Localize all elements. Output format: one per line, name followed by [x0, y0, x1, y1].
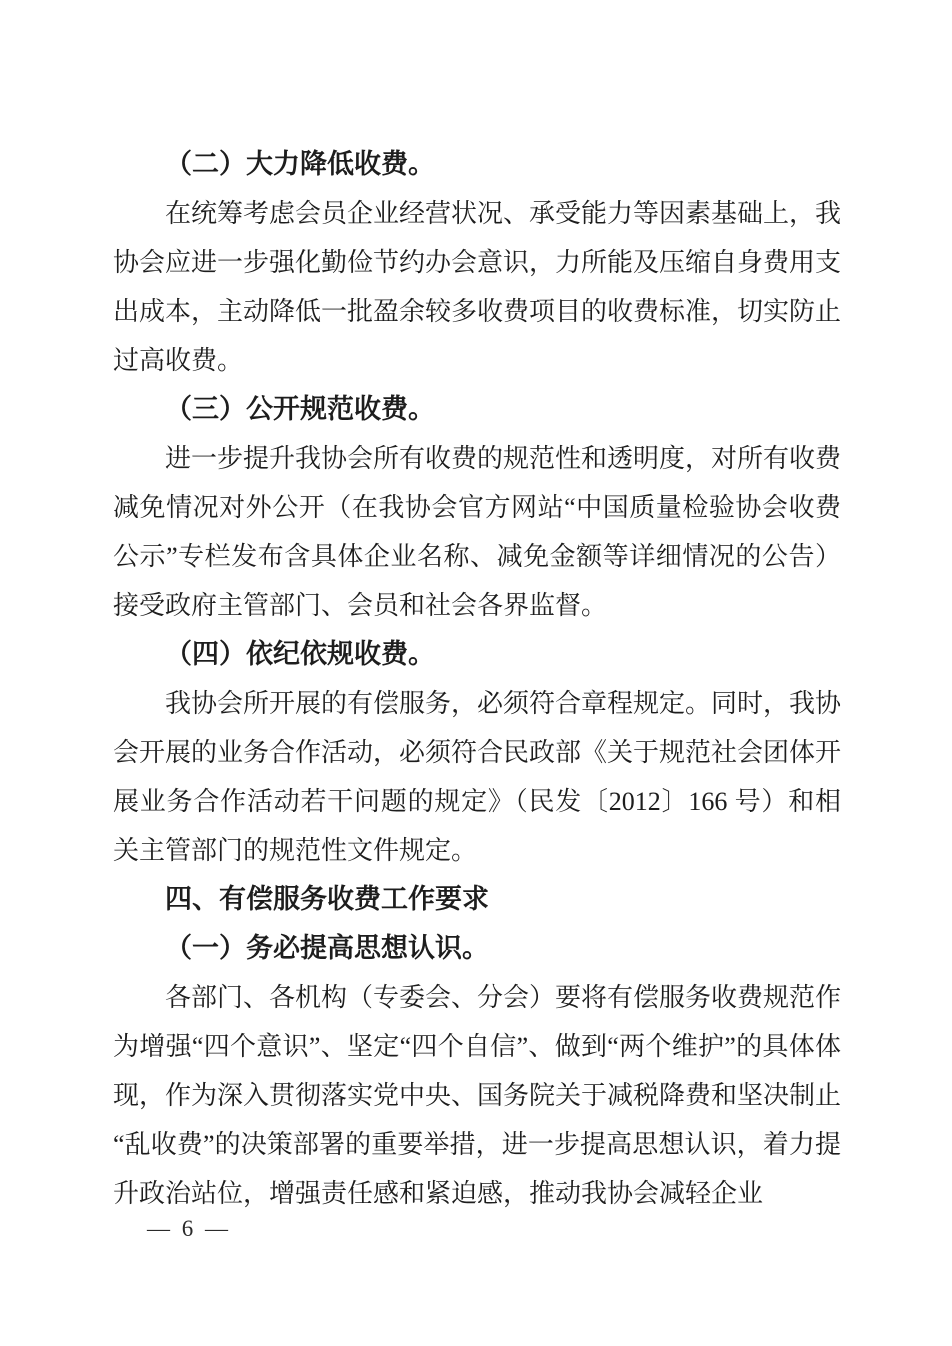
- subheading-open-standard-fees: （三）公开规范收费。: [165, 394, 435, 424]
- paragraph-open-standard-fees: 进一步提升我协会所有收费的规范性和透明度，对所有收费减免情况对外公开（在我协会官方网站“中国质量检验协会收费公示”专栏发布含具体企业名称、减免金额等详细情况的公告）接受政府主管部门、会员和社会各界监督。: [113, 444, 842, 620]
- subheading-raise-awareness: （一）务必提高思想认识。: [165, 933, 489, 963]
- page-number: — 6 —: [147, 1216, 231, 1241]
- paragraph-raise-awareness: 各部门、各机构（专委会、分会）要将有偿服务收费规范作为增强“四个意识”、坚定“四个自信”、做到“两个维护”的具体体现，作为深入贯彻落实党中央、国务院关于减税降费和坚决制止“乱收费”的决策部署的重要举措，进一步提高思想认识，着力提升政治站位，增强责任感和紧迫感，推动我协会减轻企业: [113, 983, 842, 1208]
- paragraph-reduce-fees: 在统筹考虑会员企业经营状况、承受能力等因素基础上，我协会应进一步强化勤俭节约办会意识，力所能及压缩自身费用支出成本，主动降低一批盈余较多收费项目的收费标准，切实防止过高收费。: [113, 199, 842, 375]
- heading-section-four-work-requirements: 四、有偿服务收费工作要求: [165, 884, 489, 914]
- subheading-fees-per-rules: （四）依纪依规收费。: [165, 639, 435, 669]
- document-content: [113, 140, 841, 1218]
- paragraph-fees-per-rules: 我协会所开展的有偿服务，必须符合章程规定。同时，我协会开展的业务合作活动，必须符合民政部《关于规范社会团体开展业务合作活动若干问题的规定》（民发〔2012〕166 号）和相关主管部门的规范性文件规定。: [113, 689, 842, 865]
- subheading-reduce-fees: （二）大力降低收费。: [165, 149, 435, 179]
